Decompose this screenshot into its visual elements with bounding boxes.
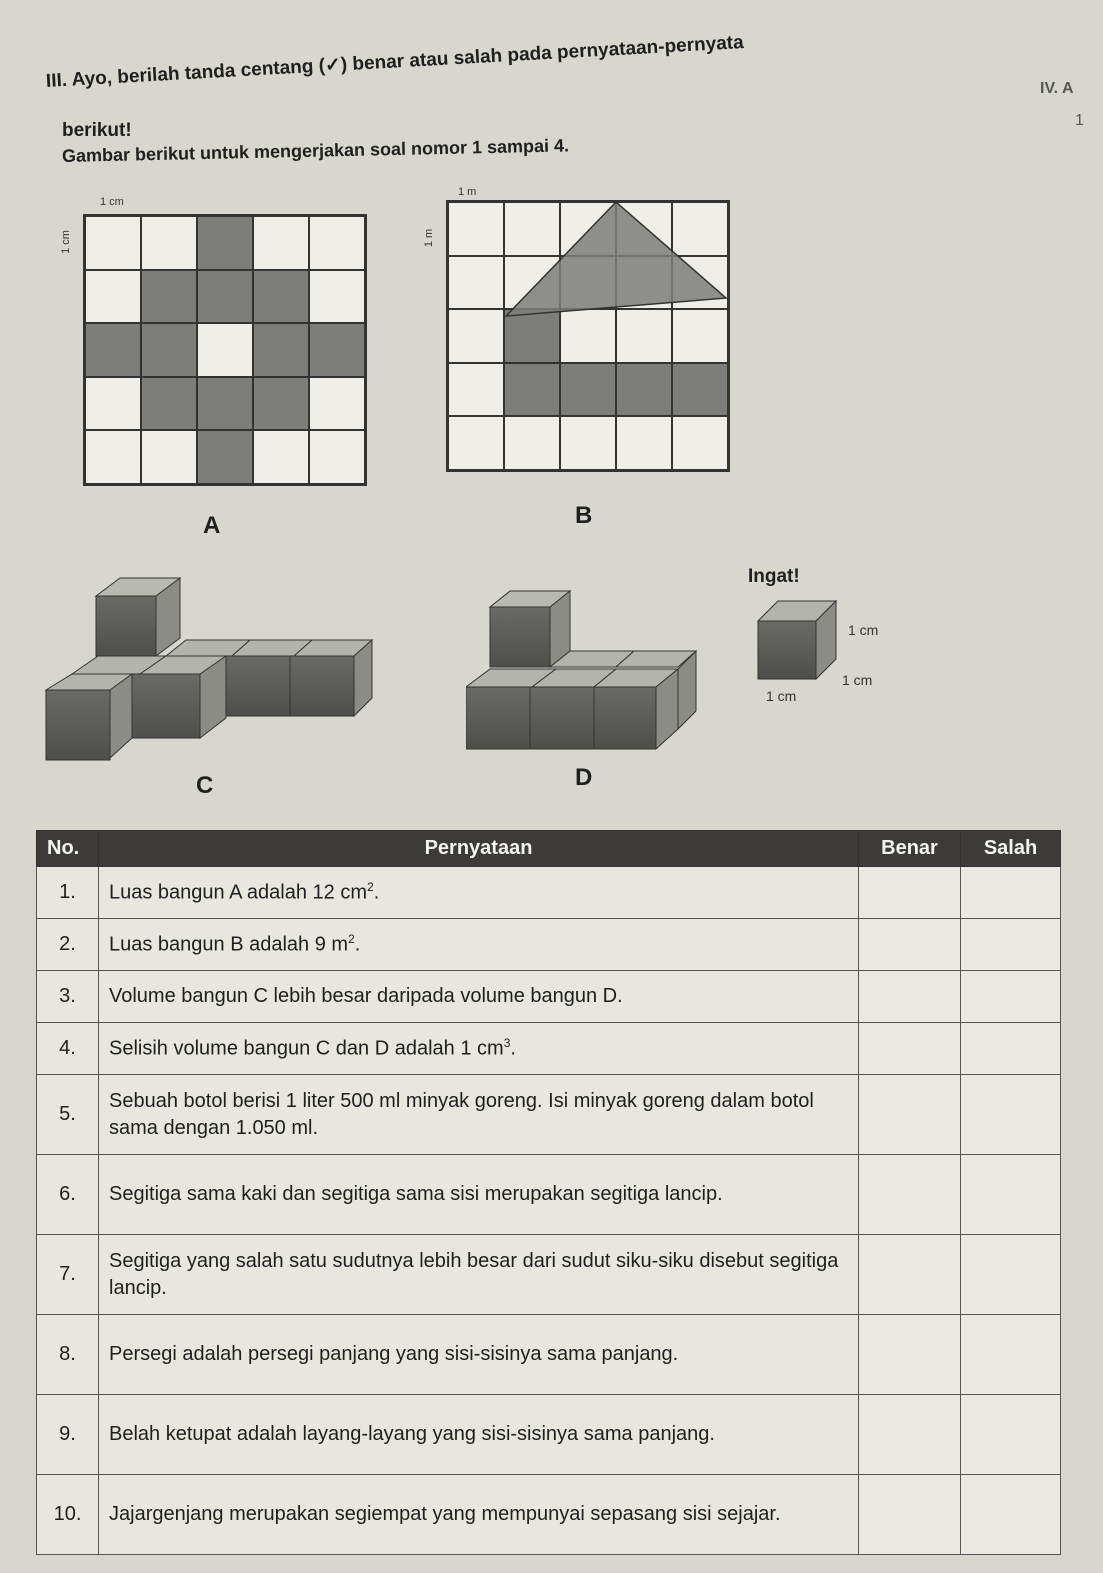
- row-number: 8.: [37, 1315, 99, 1395]
- statement-text: [99, 1075, 859, 1155]
- statement-text: [99, 1155, 859, 1235]
- row-number: 5.: [37, 1075, 99, 1155]
- row-number: 6.: [37, 1155, 99, 1235]
- true-checkbox-cell[interactable]: [859, 1315, 961, 1395]
- true-checkbox-cell[interactable]: [859, 1395, 961, 1475]
- grid-cell: [309, 430, 365, 484]
- statement-text: [99, 919, 859, 971]
- figure-b-unit-side: 1 m: [423, 228, 436, 248]
- row-number: 7.: [37, 1235, 99, 1315]
- false-checkbox-cell[interactable]: [961, 919, 1061, 971]
- statement-main: Segitiga sama kaki dan segitiga sama sisi merupakan segitiga lancip.: [109, 1183, 723, 1205]
- statement-text: [99, 1023, 859, 1075]
- table-row: [37, 867, 1061, 919]
- table-row: [37, 1475, 1061, 1555]
- grid-cell-shaded: [253, 377, 309, 431]
- grid-cell-shaded: [253, 270, 309, 324]
- row-number: 1.: [37, 867, 99, 919]
- false-checkbox-cell[interactable]: [961, 867, 1061, 919]
- figure-d-cubes: [466, 585, 706, 755]
- figure-d-label: D: [575, 764, 593, 791]
- grid-cell: [309, 270, 365, 324]
- row-number: 10.: [37, 1475, 99, 1555]
- grid-cell: [85, 216, 141, 270]
- grid-cell: [197, 323, 253, 377]
- grid-cell: [309, 216, 365, 270]
- statement-tail: .: [373, 881, 380, 904]
- header-false: Salah: [961, 831, 1061, 867]
- grid-cell-shaded: [197, 216, 253, 270]
- statement-main: Jajargenjang merupakan segiempat yang mempunyai sepasang sisi sejajar.: [109, 1503, 781, 1525]
- grid-cell-shaded: [141, 270, 197, 324]
- grid-cell-shaded: [197, 377, 253, 431]
- figure-a-grid: [83, 214, 367, 486]
- grid-cell: [253, 216, 309, 270]
- grid-cell: [309, 377, 365, 431]
- grid-cell-shaded: [141, 323, 197, 377]
- statement-text: [99, 1395, 859, 1475]
- table-row: [37, 1235, 1061, 1315]
- table-row: [37, 1075, 1061, 1155]
- grid-cell-shaded: [85, 323, 141, 377]
- true-checkbox-cell[interactable]: [859, 1475, 961, 1555]
- row-number: 3.: [37, 971, 99, 1023]
- true-false-table: [36, 830, 1061, 1555]
- instruction-continuation: berikut!: [62, 120, 132, 141]
- row-number: 9.: [37, 1395, 99, 1475]
- figure-b-label: B: [575, 502, 593, 529]
- section-instruction: III. Ayo, berilah tanda centang (✓) benar atau salah pada pernyataan-pernyata: [45, 32, 745, 92]
- true-checkbox-cell[interactable]: [859, 1235, 961, 1315]
- false-checkbox-cell[interactable]: [961, 1475, 1061, 1555]
- statement-exponent: 2: [348, 931, 355, 946]
- reminder-title: Ingat!: [748, 566, 800, 587]
- statement-text: [99, 1235, 859, 1315]
- true-checkbox-cell[interactable]: [859, 919, 961, 971]
- grid-cell: [85, 270, 141, 324]
- figure-a-unit-side: 1 cm: [59, 230, 72, 254]
- statement-text: [99, 867, 859, 919]
- grid-cell: [253, 430, 309, 484]
- statement-tail: .: [354, 933, 361, 956]
- next-section-marker: IV. A: [1040, 80, 1074, 97]
- statement-main: Persegi adalah persegi panjang yang sisi-sisinya sama panjang.: [109, 1343, 679, 1365]
- false-checkbox-cell[interactable]: [961, 1023, 1061, 1075]
- figure-c-label: C: [196, 772, 214, 799]
- reminder-dim-height: 1 cm: [842, 672, 873, 688]
- true-checkbox-cell[interactable]: [859, 1023, 961, 1075]
- header-statement: Pernyataan: [99, 831, 859, 867]
- grid-cell: [141, 216, 197, 270]
- table-row: [37, 1155, 1061, 1235]
- statement-text: [99, 1475, 859, 1555]
- header-true: Benar: [859, 831, 961, 867]
- statement-exponent: 2: [367, 879, 374, 894]
- grid-cell-shaded: [141, 377, 197, 431]
- statement-exponent: 3: [503, 1035, 511, 1050]
- true-checkbox-cell[interactable]: [859, 971, 961, 1023]
- table-row: [37, 971, 1061, 1023]
- statement-text: [99, 971, 859, 1023]
- statement-main: Luas bangun A adalah 12 cm: [109, 881, 367, 904]
- figure-instruction: Gambar berikut untuk mengerjakan soal nomor 1 sampai 4.: [61, 135, 570, 166]
- false-checkbox-cell[interactable]: [961, 1395, 1061, 1475]
- reminder-dim-depth: 1 cm: [848, 622, 879, 638]
- statement-main: Segitiga yang salah satu sudutnya lebih besar dari sudut siku-siku disebut segitiga lancip.: [109, 1249, 839, 1299]
- false-checkbox-cell[interactable]: [961, 1235, 1061, 1315]
- grid-cell-shaded: [309, 323, 365, 377]
- header-no: No.: [37, 831, 99, 867]
- statement-main: Sebuah botol berisi 1 liter 500 ml minyak goreng. Isi minyak goreng dalam botol sama dengan 1.050 ml.: [109, 1089, 814, 1139]
- statement-main: Luas bangun B adalah 9 m: [109, 933, 349, 956]
- table-header-row: [37, 831, 1061, 867]
- figure-c-cubes: [36, 570, 386, 770]
- false-checkbox-cell[interactable]: [961, 971, 1061, 1023]
- false-checkbox-cell[interactable]: [961, 1315, 1061, 1395]
- figure-a-unit-top: 1 cm: [100, 196, 124, 208]
- grid-cell-shaded: [253, 323, 309, 377]
- true-checkbox-cell[interactable]: [859, 867, 961, 919]
- grid-cell-shaded: [197, 270, 253, 324]
- statement-tail: .: [510, 1037, 516, 1060]
- false-checkbox-cell[interactable]: [961, 1155, 1061, 1235]
- false-checkbox-cell[interactable]: [961, 1075, 1061, 1155]
- statement-main: Belah ketupat adalah layang-layang yang sisi-sisinya sama panjang.: [109, 1423, 715, 1445]
- statement-text: [99, 1315, 859, 1395]
- statement-main: Volume bangun C lebih besar daripada volume bangun D.: [109, 985, 623, 1007]
- figure-b-unit-top: 1 m: [458, 186, 477, 198]
- true-checkbox-cell[interactable]: [859, 1155, 961, 1235]
- table-row: [37, 1395, 1061, 1475]
- unit-cube-icon: [752, 595, 842, 695]
- true-checkbox-cell[interactable]: [859, 1075, 961, 1155]
- table-row: [37, 1023, 1061, 1075]
- table-row: [37, 919, 1061, 971]
- grid-cell-shaded: [197, 430, 253, 484]
- figure-b: [446, 200, 730, 472]
- next-section-number: 1: [1075, 112, 1084, 129]
- row-number: 2.: [37, 919, 99, 971]
- table-row: [37, 1315, 1061, 1395]
- row-number: 4.: [37, 1023, 99, 1075]
- grid-cell: [141, 430, 197, 484]
- grid-cell: [85, 430, 141, 484]
- grid-cell: [85, 377, 141, 431]
- statement-main: Selisih volume bangun C dan D adalah 1 cm: [109, 1037, 504, 1060]
- figure-a-label: A: [203, 512, 221, 539]
- reminder-dim-width: 1 cm: [766, 688, 797, 704]
- figure-b-triangle: [446, 200, 730, 472]
